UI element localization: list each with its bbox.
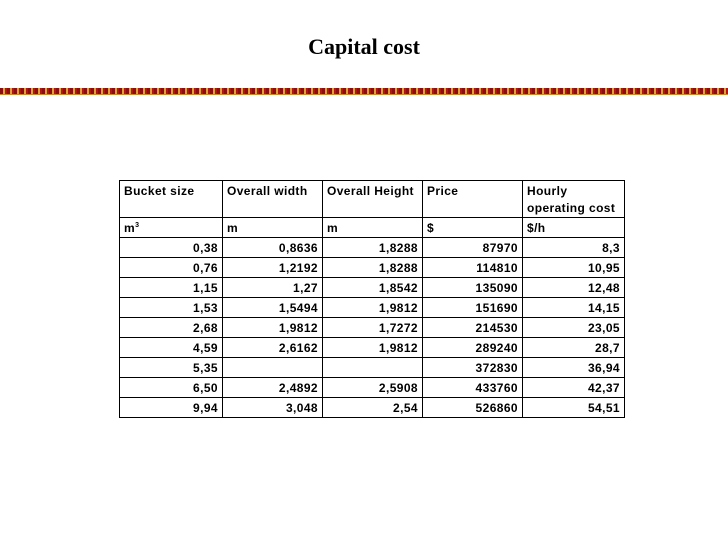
table-cell: 0,76	[120, 258, 223, 278]
col-header-price: Price	[423, 181, 523, 218]
page-title: Capital cost	[308, 34, 420, 59]
col-header-hourly-operating-cost: Hourly operating cost	[523, 181, 625, 218]
table-cell: 1,9812	[323, 298, 423, 318]
table-row	[120, 278, 625, 298]
table-cell: 5,35	[120, 358, 223, 378]
table-cell: 0,8636	[223, 238, 323, 258]
table-cell: 433760	[423, 378, 523, 398]
table-cell: 1,8288	[323, 238, 423, 258]
table-cell	[323, 358, 423, 378]
table-cell: 526860	[423, 398, 523, 418]
col-header-bucket-size: Bucket size	[120, 181, 223, 218]
table-cell: 4,59	[120, 338, 223, 358]
table-cell: 214530	[423, 318, 523, 338]
unit-cell: m	[323, 218, 423, 238]
unit-superscript: 3	[135, 221, 140, 229]
unit-cell: m	[223, 218, 323, 238]
table-cell: 23,05	[523, 318, 625, 338]
table-cell: 42,37	[523, 378, 625, 398]
col-header-overall-height: Overall Height	[323, 181, 423, 218]
table-cell: 372830	[423, 358, 523, 378]
capital-cost-table	[119, 180, 625, 418]
table-cell: 1,8542	[323, 278, 423, 298]
table-cell: 6,50	[120, 378, 223, 398]
table-cell: 87970	[423, 238, 523, 258]
table-cell: 28,7	[523, 338, 625, 358]
table-row	[120, 378, 625, 398]
table-row	[120, 338, 625, 358]
table-row	[120, 398, 625, 418]
table-cell	[223, 358, 323, 378]
unit-cell: $	[423, 218, 523, 238]
table-cell: 2,6162	[223, 338, 323, 358]
table-cell: 2,68	[120, 318, 223, 338]
table-body	[120, 238, 625, 418]
table-cell: 8,3	[523, 238, 625, 258]
table-cell: 2,4892	[223, 378, 323, 398]
table-cell: 2,54	[323, 398, 423, 418]
table-cell: 0,38	[120, 238, 223, 258]
table-cell: 1,53	[120, 298, 223, 318]
table-row	[120, 238, 625, 258]
table-cell: 3,048	[223, 398, 323, 418]
table-cell: 1,5494	[223, 298, 323, 318]
table-cell: 36,94	[523, 358, 625, 378]
header-row	[120, 181, 625, 218]
decorative-divider-line	[0, 94, 728, 95]
table-cell: 1,7272	[323, 318, 423, 338]
table-cell: 12,48	[523, 278, 625, 298]
table-cell: 1,15	[120, 278, 223, 298]
table-row	[120, 358, 625, 378]
table-cell: 1,8288	[323, 258, 423, 278]
table-row	[120, 298, 625, 318]
table-cell: 1,9812	[223, 318, 323, 338]
table-cell: 135090	[423, 278, 523, 298]
unit-cell: $/h	[523, 218, 625, 238]
table-cell: 14,15	[523, 298, 625, 318]
table-row	[120, 258, 625, 278]
unit-cell: $m^3$	[120, 218, 223, 238]
table-cell: 151690	[423, 298, 523, 318]
table-cell: 10,95	[523, 258, 625, 278]
table-cell: 289240	[423, 338, 523, 358]
table-cell: 1,2192	[223, 258, 323, 278]
table-cell: 2,5908	[323, 378, 423, 398]
table-cell: 1,9812	[323, 338, 423, 358]
table-cell: 1,27	[223, 278, 323, 298]
table-cell: 54,51	[523, 398, 625, 418]
table-row	[120, 318, 625, 338]
units-row	[120, 218, 625, 238]
table-cell: 114810	[423, 258, 523, 278]
table-cell: 9,94	[120, 398, 223, 418]
col-header-overall-width: Overall width	[223, 181, 323, 218]
